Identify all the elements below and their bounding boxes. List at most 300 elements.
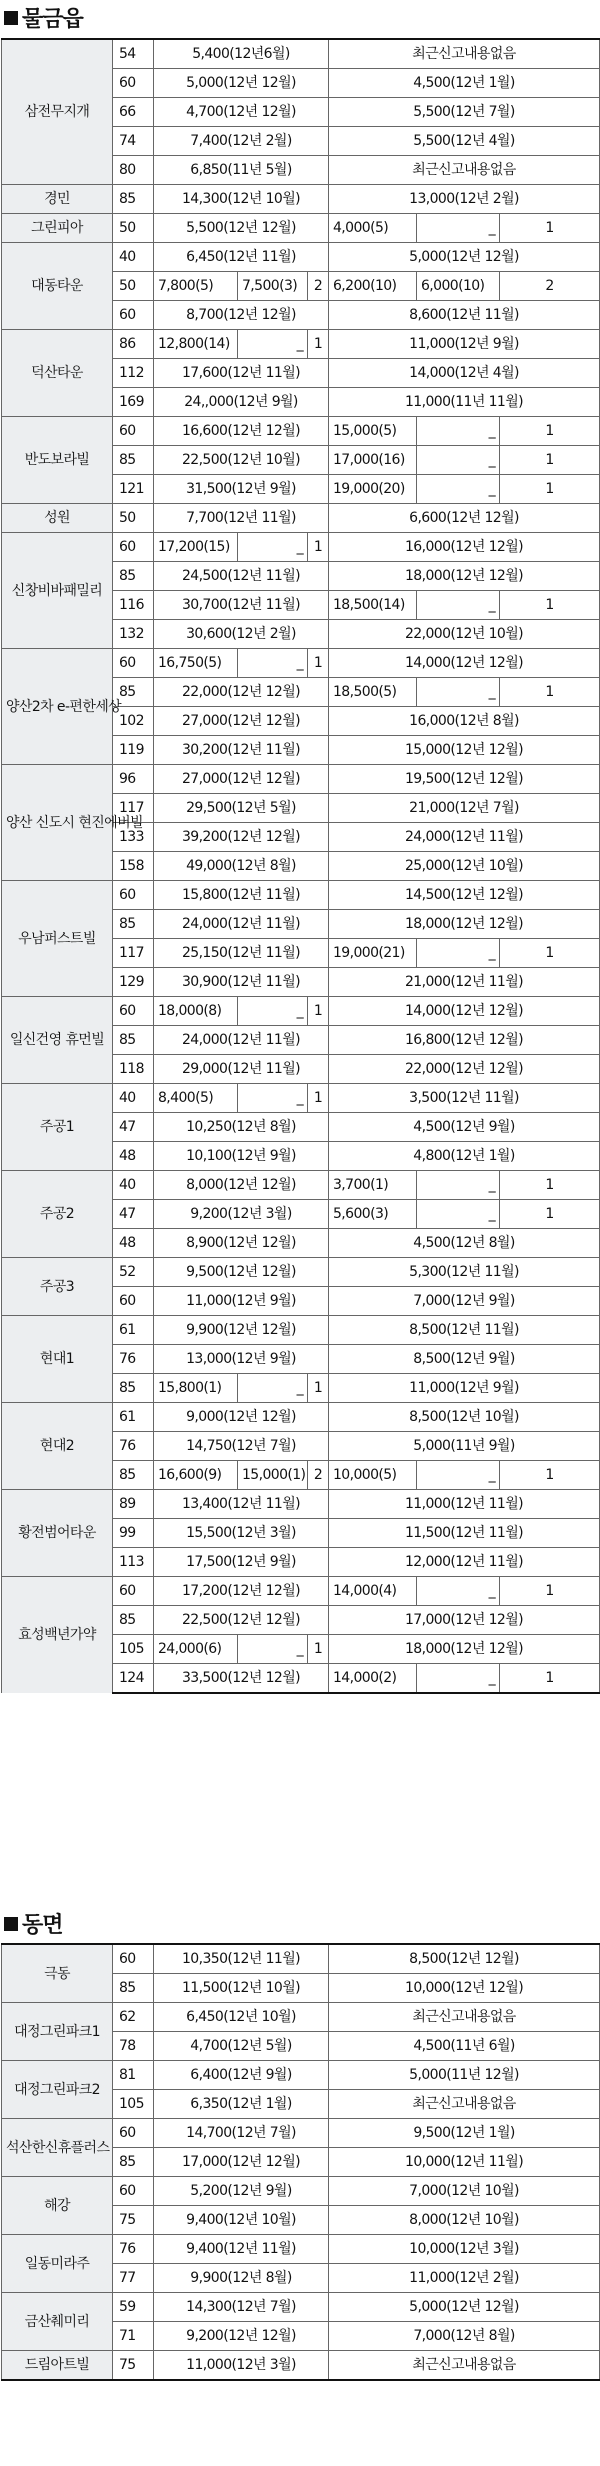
sale-price: 14,750(12년 7월): [154, 1432, 329, 1461]
table-row: [2, 417, 600, 446]
table-row: [2, 1258, 600, 1287]
sale-price: 15,500(12년 3월): [154, 1519, 329, 1548]
table-row: [2, 504, 600, 533]
table-row: [2, 2351, 600, 2381]
area-size: 47: [113, 1200, 154, 1229]
jeonse-price: 10,000(12년 11월): [329, 2148, 600, 2177]
area-size: 60: [113, 2177, 154, 2206]
area-size: 80: [113, 156, 154, 185]
jeonse-price: 14,000(12년 4월): [329, 359, 600, 388]
sale-price: 49,000(12년 8월): [154, 852, 329, 881]
jeonse-price: 14,000(12년 12월): [329, 997, 600, 1026]
sale-price: 5,400(12년6월): [154, 39, 329, 69]
jeonse-price-recent: 19,000(21): [329, 939, 417, 968]
jeonse-price: 16,800(12년 12월): [329, 1026, 600, 1055]
area-size: 85: [113, 1026, 154, 1055]
jeonse-price-count: 1: [500, 939, 600, 968]
area-size: 112: [113, 359, 154, 388]
jeonse-price: 22,000(12년 12월): [329, 1055, 600, 1084]
complex-name: 대정그린파크1: [14, 2023, 100, 2040]
sale-price-count: 1: [308, 533, 329, 562]
area-size: 85: [113, 678, 154, 707]
sale-price-count: 2: [308, 1461, 329, 1490]
jeonse-price: 8,600(12년 11월): [329, 301, 600, 330]
table-row: [2, 330, 600, 359]
jeonse-price-recent: 17,000(16): [329, 446, 417, 475]
sale-price: 7,700(12년 11월): [154, 504, 329, 533]
sale-price: 6,400(12년 9월): [154, 2061, 329, 2090]
table-row: [2, 2293, 600, 2322]
jeonse-price: 11,500(12년 11월): [329, 1519, 600, 1548]
area-size: 40: [113, 1084, 154, 1113]
table-row: [2, 997, 600, 1026]
jeonse-price-previous: _: [417, 939, 500, 968]
table-row: [2, 1490, 600, 1519]
area-size: 60: [113, 649, 154, 678]
jeonse-price: 13,000(12년 2월): [329, 185, 600, 214]
area-size: 40: [113, 1171, 154, 1200]
jeonse-price: 22,000(12년 10월): [329, 620, 600, 649]
sale-price: 17,200(12년 12월): [154, 1577, 329, 1606]
jeonse-price-count: 1: [500, 1171, 600, 1200]
jeonse-price: 8,500(12년 10월): [329, 1403, 600, 1432]
sale-price-previous: _: [238, 330, 308, 359]
jeonse-price: 19,500(12년 12월): [329, 765, 600, 794]
complex-name-cell: [2, 185, 113, 214]
table-row: [2, 39, 600, 69]
area-size: 85: [113, 910, 154, 939]
area-size: 60: [113, 533, 154, 562]
jeonse-price-recent: 14,000(4): [329, 1577, 417, 1606]
sale-price: 14,300(12년 7월): [154, 2293, 329, 2322]
complex-name: 일동미라주: [24, 2255, 90, 2272]
jeonse-price-count: 1: [500, 591, 600, 620]
area-size: 60: [113, 301, 154, 330]
sale-price: 8,000(12년 12월): [154, 1171, 329, 1200]
complex-name: 현대2: [39, 1438, 75, 1454]
table-row: [2, 2119, 600, 2148]
jeonse-price: 5,500(12년 7월): [329, 98, 600, 127]
sale-price-previous: _: [238, 1635, 308, 1664]
area-size: 102: [113, 707, 154, 736]
jeonse-price-recent: 3,700(1): [329, 1171, 417, 1200]
complex-name-cell: [2, 1944, 113, 2003]
jeonse-price-count: 1: [500, 1664, 600, 1694]
jeonse-price: 5,500(12년 4월): [329, 127, 600, 156]
table-row: [2, 1171, 600, 1200]
jeonse-price-recent: 18,500(14): [329, 591, 417, 620]
complex-name: 대동타운: [31, 278, 83, 294]
jeonse-price-previous: _: [417, 1577, 500, 1606]
area-size: 76: [113, 1432, 154, 1461]
area-size: 85: [113, 1974, 154, 2003]
complex-name: 주공1: [39, 1119, 75, 1135]
area-size: 50: [113, 272, 154, 301]
complex-name: 주공2: [39, 1206, 75, 1222]
area-size: 60: [113, 1944, 154, 1974]
area-size: 78: [113, 2032, 154, 2061]
complex-name-cell: [2, 2003, 113, 2061]
complex-name-cell: [2, 1171, 113, 1258]
jeonse-price: 10,000(12년 12월): [329, 1974, 600, 2003]
sale-price: 13,400(12년 11월): [154, 1490, 329, 1519]
sale-price: 9,200(12년 12월): [154, 2322, 329, 2351]
sale-price-recent: 12,800(14): [154, 330, 238, 359]
jeonse-price-previous: _: [417, 446, 500, 475]
complex-name: 덕산타운: [31, 365, 83, 381]
complex-name-cell: [2, 417, 113, 504]
area-size: 158: [113, 852, 154, 881]
sale-price: 9,200(12년 3월): [154, 1200, 329, 1229]
jeonse-price-recent: 14,000(2): [329, 1664, 417, 1694]
table-row: [2, 1577, 600, 1606]
complex-name: 효성백년가약: [18, 1627, 96, 1643]
complex-name-cell: [2, 1403, 113, 1490]
jeonse-price: 4,500(11년 6월): [329, 2032, 600, 2061]
area-size: 85: [113, 2148, 154, 2177]
jeonse-price: 11,000(11년 11월): [329, 388, 600, 417]
sale-price-previous: _: [238, 1374, 308, 1403]
sale-price: 31,500(12년 9월): [154, 475, 329, 504]
area-size: 52: [113, 1258, 154, 1287]
sale-price-recent: 8,400(5): [154, 1084, 238, 1113]
complex-name: 극동: [44, 1965, 70, 1982]
jeonse-price: 최근신고내용없음: [329, 39, 600, 69]
jeonse-price-previous: _: [417, 417, 500, 446]
price-table: [1, 1943, 600, 2381]
table-row: [2, 881, 600, 910]
area-size: 85: [113, 446, 154, 475]
jeonse-price: 7,000(12년 8월): [329, 2322, 600, 2351]
section-title: [4, 2, 83, 33]
sale-price: 30,700(12년 11월): [154, 591, 329, 620]
sale-price-count: 1: [308, 330, 329, 359]
jeonse-price: 3,500(12년 11월): [329, 1084, 600, 1113]
area-size: 119: [113, 736, 154, 765]
jeonse-price: 9,500(12년 1월): [329, 2119, 600, 2148]
section-title: [4, 1908, 63, 1939]
area-size: 133: [113, 823, 154, 852]
jeonse-price: 11,000(12년 11월): [329, 1490, 600, 1519]
jeonse-price: 8,500(12년 12월): [329, 1944, 600, 1974]
table-row: [2, 185, 600, 214]
square-bullet-icon: [4, 11, 18, 25]
sale-price: 10,100(12년 9월): [154, 1142, 329, 1171]
jeonse-price: 25,000(12년 10월): [329, 852, 600, 881]
complex-name: 금산췌미리: [24, 2313, 90, 2330]
jeonse-price-previous: _: [417, 1200, 500, 1229]
sale-price-previous: _: [238, 533, 308, 562]
table-row: [2, 2177, 600, 2206]
sale-price: 5,200(12년 9월): [154, 2177, 329, 2206]
jeonse-price: 최근신고내용없음: [329, 2003, 600, 2032]
jeonse-price: 11,000(12년 2월): [329, 2264, 600, 2293]
jeonse-price: 7,000(12년 9월): [329, 1287, 600, 1316]
sale-price: 10,350(12년 11월): [154, 1944, 329, 1974]
complex-name-cell: [2, 39, 113, 185]
jeonse-price-previous: _: [417, 1664, 500, 1694]
sale-price-count: 1: [308, 997, 329, 1026]
jeonse-price-recent: 5,600(3): [329, 1200, 417, 1229]
sale-price: 22,500(12년 12월): [154, 1606, 329, 1635]
area-size: 85: [113, 1374, 154, 1403]
area-size: 99: [113, 1519, 154, 1548]
complex-name-cell: [2, 2351, 113, 2381]
complex-name: 일신건영 휴먼빌: [9, 1032, 105, 1048]
jeonse-price-recent: 6,200(10): [329, 272, 417, 301]
jeonse-price-count: 1: [500, 1577, 600, 1606]
jeonse-price: 24,000(12년 11월): [329, 823, 600, 852]
jeonse-price: 15,000(12년 12월): [329, 736, 600, 765]
complex-name: 경민: [44, 191, 70, 207]
table-row: [2, 2061, 600, 2090]
complex-name-cell: [2, 243, 113, 330]
sale-price-count: 1: [308, 1374, 329, 1403]
area-size: 81: [113, 2061, 154, 2090]
jeonse-price: 11,000(12년 9월): [329, 330, 600, 359]
jeonse-price-previous: _: [417, 1171, 500, 1200]
sale-price: 9,900(12년 12월): [154, 1316, 329, 1345]
area-size: 76: [113, 2235, 154, 2264]
area-size: 61: [113, 1316, 154, 1345]
jeonse-price: 8,000(12년 10월): [329, 2206, 600, 2235]
jeonse-price: 14,500(12년 12월): [329, 881, 600, 910]
area-size: 96: [113, 765, 154, 794]
table-row: [2, 243, 600, 272]
sale-price: 22,000(12년 12월): [154, 678, 329, 707]
jeonse-price: 21,000(12년 11월): [329, 968, 600, 997]
sale-price: 22,500(12년 10월): [154, 446, 329, 475]
area-size: 62: [113, 2003, 154, 2032]
complex-name-cell: [2, 330, 113, 417]
jeonse-price: 12,000(12년 11월): [329, 1548, 600, 1577]
jeonse-price-recent: 15,000(5): [329, 417, 417, 446]
sale-price: 14,700(12년 7월): [154, 2119, 329, 2148]
complex-name-cell: [2, 2119, 113, 2177]
sale-price-recent: 18,000(8): [154, 997, 238, 1026]
table-row: [2, 533, 600, 562]
jeonse-price-count: 1: [500, 1461, 600, 1490]
sale-price: 4,700(12년 5월): [154, 2032, 329, 2061]
area-size: 116: [113, 591, 154, 620]
sale-price-recent: 17,200(15): [154, 533, 238, 562]
jeonse-price: 최근신고내용없음: [329, 2351, 600, 2381]
sale-price: 7,400(12년 2월): [154, 127, 329, 156]
sale-price: 11,500(12년 10월): [154, 1974, 329, 2003]
sale-price: 6,850(11년 5월): [154, 156, 329, 185]
jeonse-price: 8,500(12년 11월): [329, 1316, 600, 1345]
area-size: 118: [113, 1055, 154, 1084]
jeonse-price: 최근신고내용없음: [329, 156, 600, 185]
area-size: 105: [113, 1635, 154, 1664]
sale-price: 39,200(12년 12월): [154, 823, 329, 852]
sale-price: 14,300(12년 10월): [154, 185, 329, 214]
jeonse-price: 18,000(12년 12월): [329, 562, 600, 591]
complex-name: 삼전무지개: [24, 104, 90, 120]
complex-name: 우남퍼스트빌: [18, 930, 96, 947]
table-row: [2, 1084, 600, 1113]
complex-name: 그린피아: [31, 220, 83, 236]
sale-price: 6,350(12년 1월): [154, 2090, 329, 2119]
square-bullet-icon: [4, 1917, 18, 1931]
area-size: 50: [113, 504, 154, 533]
complex-name: 신창비바패밀리: [11, 582, 103, 599]
sale-price: 30,600(12년 2월): [154, 620, 329, 649]
jeonse-price: 10,000(12년 3월): [329, 2235, 600, 2264]
complex-name: 양산 신도시 현진에버빌: [6, 814, 143, 831]
area-size: 48: [113, 1142, 154, 1171]
sale-price-recent: 7,800(5): [154, 272, 238, 301]
jeonse-price-previous: _: [417, 591, 500, 620]
sale-price: 16,600(12년 12월): [154, 417, 329, 446]
jeonse-price: 5,300(12년 11월): [329, 1258, 600, 1287]
sale-price-previous: _: [238, 1084, 308, 1113]
jeonse-price: 17,000(12년 12월): [329, 1606, 600, 1635]
jeonse-price: 5,000(11년 12월): [329, 2061, 600, 2090]
jeonse-price-previous: _: [417, 678, 500, 707]
sale-price-count: 1: [308, 1635, 329, 1664]
area-size: 121: [113, 475, 154, 504]
area-size: 60: [113, 1287, 154, 1316]
complex-name-cell: [2, 1316, 113, 1403]
jeonse-price-recent: 4,000(5): [329, 214, 417, 243]
table-row: [2, 765, 600, 794]
sale-price-count: 1: [308, 649, 329, 678]
jeonse-price-count: 1: [500, 1200, 600, 1229]
sale-price: 30,200(12년 11월): [154, 736, 329, 765]
area-size: 169: [113, 388, 154, 417]
price-table: [1, 38, 600, 1694]
sale-price-previous: _: [238, 649, 308, 678]
complex-name-cell: [2, 533, 113, 649]
sale-price-count: 2: [308, 272, 329, 301]
area-size: 75: [113, 2351, 154, 2381]
table-row: [2, 1944, 600, 1974]
jeonse-price: 4,500(12년 1월): [329, 69, 600, 98]
complex-name-cell: [2, 1490, 113, 1577]
jeonse-price: 16,000(12년 12월): [329, 533, 600, 562]
complex-name-cell: [2, 1258, 113, 1316]
sale-price: 9,500(12년 12월): [154, 1258, 329, 1287]
sale-price: 30,900(12년 11월): [154, 968, 329, 997]
jeonse-price: 최근신고내용없음: [329, 2090, 600, 2119]
sale-price: 24,500(12년 11월): [154, 562, 329, 591]
sale-price: 9,400(12년 10월): [154, 2206, 329, 2235]
sale-price: 8,900(12년 12월): [154, 1229, 329, 1258]
jeonse-price-previous: 6,000(10): [417, 272, 500, 301]
area-size: 77: [113, 2264, 154, 2293]
area-size: 124: [113, 1664, 154, 1694]
area-size: 60: [113, 417, 154, 446]
area-size: 85: [113, 185, 154, 214]
area-size: 74: [113, 127, 154, 156]
area-size: 86: [113, 330, 154, 359]
complex-name: 드림아트빌: [24, 2357, 90, 2373]
jeonse-price: 6,600(12년 12월): [329, 504, 600, 533]
complex-name: 황전범어타운: [18, 1525, 96, 1541]
complex-name: 양산2차 e-편한세상: [6, 698, 122, 715]
complex-name: 주공3: [39, 1278, 75, 1295]
area-size: 117: [113, 939, 154, 968]
table-row: [2, 1403, 600, 1432]
jeonse-price: 16,000(12년 8월): [329, 707, 600, 736]
jeonse-price: 8,500(12년 9월): [329, 1345, 600, 1374]
jeonse-price: 4,500(12년 8월): [329, 1229, 600, 1258]
jeonse-price-recent: 18,500(5): [329, 678, 417, 707]
sale-price: 9,900(12년 8월): [154, 2264, 329, 2293]
sale-price: 5,500(12년 12월): [154, 214, 329, 243]
sale-price-count: 1: [308, 1084, 329, 1113]
area-size: 47: [113, 1113, 154, 1142]
sale-price-previous: _: [238, 997, 308, 1026]
area-size: 76: [113, 1345, 154, 1374]
complex-name-cell: [2, 649, 122, 765]
complex-name-cell: [2, 214, 113, 243]
jeonse-price-previous: _: [417, 214, 500, 243]
jeonse-price-recent: 19,000(20): [329, 475, 417, 504]
sale-price: 15,800(12년 11월): [154, 881, 329, 910]
area-size: 129: [113, 968, 154, 997]
table-row: [2, 214, 600, 243]
area-size: 61: [113, 1403, 154, 1432]
sale-price: 17,000(12년 12월): [154, 2148, 329, 2177]
sale-price: 29,500(12년 5월): [154, 794, 329, 823]
area-size: 132: [113, 620, 154, 649]
jeonse-price: 5,000(12년 12월): [329, 243, 600, 272]
area-size: 85: [113, 562, 154, 591]
jeonse-price: 14,000(12년 12월): [329, 649, 600, 678]
sale-price-recent: 15,800(1): [154, 1374, 238, 1403]
sale-price: 6,450(12년 10월): [154, 2003, 329, 2032]
area-size: 89: [113, 1490, 154, 1519]
jeonse-price: 21,000(12년 7월): [329, 794, 600, 823]
jeonse-price-count: 2: [500, 272, 600, 301]
sale-price: 11,000(12년 9월): [154, 1287, 329, 1316]
complex-name-cell: [2, 1084, 113, 1171]
sale-price: 27,000(12년 12월): [154, 707, 329, 736]
section-title-text: 물금읍: [22, 7, 83, 32]
sale-price-recent: 16,750(5): [154, 649, 238, 678]
area-size: 71: [113, 2322, 154, 2351]
area-size: 60: [113, 881, 154, 910]
jeonse-price: 11,000(12년 9월): [329, 1374, 600, 1403]
jeonse-price: 4,800(12년 1월): [329, 1142, 600, 1171]
jeonse-price: 7,000(12년 10월): [329, 2177, 600, 2206]
sale-price: 4,700(12년 12월): [154, 98, 329, 127]
complex-name: 성원: [44, 510, 70, 526]
jeonse-price: 5,000(11년 9월): [329, 1432, 600, 1461]
sale-price: 25,150(12년 11월): [154, 939, 329, 968]
sale-price-previous: 7,500(3): [238, 272, 308, 301]
area-size: 48: [113, 1229, 154, 1258]
area-size: 40: [113, 243, 154, 272]
complex-name: 반도보라빌: [24, 452, 90, 468]
area-size: 105: [113, 2090, 154, 2119]
table-row: [2, 2003, 600, 2032]
complex-name-cell: [2, 1577, 113, 1694]
jeonse-price-count: 1: [500, 475, 600, 504]
sale-price: 29,000(12년 11월): [154, 1055, 329, 1084]
sale-price: 24,000(12년 11월): [154, 910, 329, 939]
complex-name: 석산한신휴플러스: [6, 2139, 110, 2156]
sale-price: 13,000(12년 9월): [154, 1345, 329, 1374]
sale-price: 8,700(12년 12월): [154, 301, 329, 330]
area-size: 60: [113, 2119, 154, 2148]
jeonse-price-count: 1: [500, 214, 600, 243]
area-size: 59: [113, 2293, 154, 2322]
area-size: 54: [113, 39, 154, 69]
complex-name-cell: [2, 881, 113, 997]
